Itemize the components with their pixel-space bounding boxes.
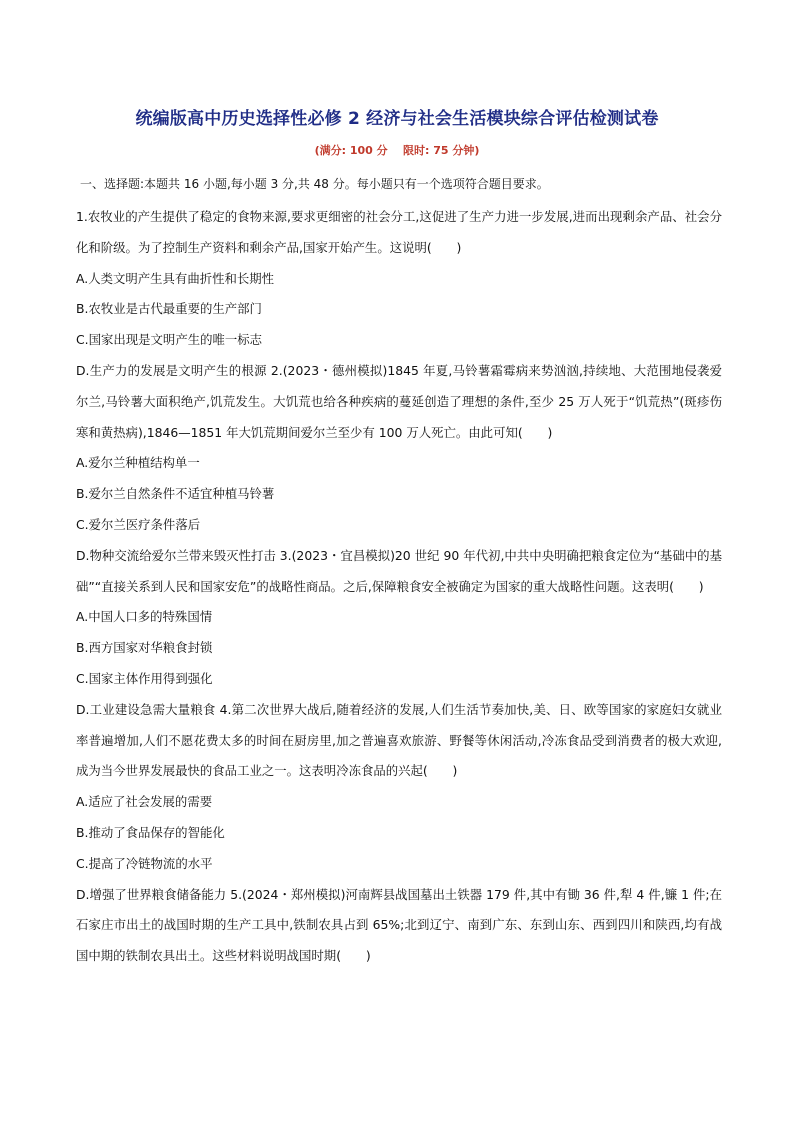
exam-subtitle: (满分: 100 分 限时: 75 分钟) <box>314 144 480 157</box>
question-3-option-d-and-question-4-stem: D.工业建设急需大量粮食 4.第二次世界大战后,随着经济的发展,人们生活节奏加快,美、日、欧等国家的家庭妇女就业率普遍增加,人们不愿花费太多的时间在厨房里,加之普遍喜欢旅游、野餐等休闲活动,冷冻食品受到消费者的极大欢迎,成为当今世界发展最快的食品工业之一。这表明冷冻食品的兴起( ) <box>76 701 722 779</box>
question-4-option-b: B.推动了食品保存的智能化 <box>76 824 225 840</box>
exam-title: 统编版高中历史选择性必修 2 经济与社会生活模块综合评估检测试卷 <box>135 109 659 129</box>
question-1-option-d-and-question-2-stem: D.生产力的发展是文明产生的根源 2.(2023・德州模拟)1845 年夏,马铃薯霜霉病来势汹汹,持续地、大范围地侵袭爱尔兰,马铃薯大面积绝产,饥荒发生。大饥荒也给各种疾病的蔓延创造了理想的条件,至少 25 万人死于“饥荒热”(斑疹伤寒和黄热病),1846—1851 年大饥荒期间爱尔兰至少有 100 万人死亡。由此可知( ) <box>76 362 722 440</box>
question-2-option-d-and-question-3-stem: D.物种交流给爱尔兰带来毁灭性打击 3.(2023・宜昌模拟)20 世纪 90 年代初,中共中央明确把粮食定位为“基础中的基础”“直接关系到人民和国家安危”的战略性商品。之后,保障粮食安全被确定为国家的重大战略性问题。这表明( ) <box>76 547 722 594</box>
question-4-option-c: C.提高了冷链物流的水平 <box>76 855 213 871</box>
question-2-option-a: A.爱尔兰种植结构单一 <box>76 455 200 471</box>
question-4-option-d-and-question-5-stem: D.增强了世界粮食储备能力 5.(2024・郑州模拟)河南辉县战国墓出土铁器 179 件,其中有锄 36 件,犁 4 件,镰 1 件;在石家庄市出土的战国时期的生产工具中,铁制农具占到 65%;北到辽宁、南到广东、东到山东、西到四川和陕西,均有战国中期的铁制农具出土。这些材料说明战国时期( ) <box>76 886 722 964</box>
question-content <box>76 202 722 972</box>
question-1-option-b: B.农牧业是古代最重要的生产部门 <box>76 301 262 317</box>
question-1-option-a: A.人类文明产生具有曲折性和长期性 <box>76 270 275 286</box>
question-1-option-c: C.国家出现是文明产生的唯一标志 <box>76 332 263 348</box>
question-1-stem: 1.农牧业的产生提供了稳定的食物来源,要求更细密的社会分工,这促进了生产力进一步发展,进而出现剩余产品、社会分化和阶级。为了控制生产资料和剩余产品,国家开始产生。这说明( ) <box>76 209 722 255</box>
question-3-option-b: B.西方国家对华粮食封锁 <box>76 640 213 656</box>
question-4-option-a: A.适应了社会发展的需要 <box>76 794 213 810</box>
section-heading: 一、选择题:本题共 16 小题,每小题 3 分,共 48 分。每小题只有一个选项符合题目要求。 <box>80 177 549 191</box>
question-3-option-c: C.国家主体作用得到强化 <box>76 670 213 686</box>
question-2-option-b: B.爱尔兰自然条件不适宜种植马铃薯 <box>76 486 275 502</box>
question-2-option-c: C.爱尔兰医疗条件落后 <box>76 516 201 532</box>
question-3-option-a: A.中国人口多的特殊国情 <box>76 609 213 625</box>
